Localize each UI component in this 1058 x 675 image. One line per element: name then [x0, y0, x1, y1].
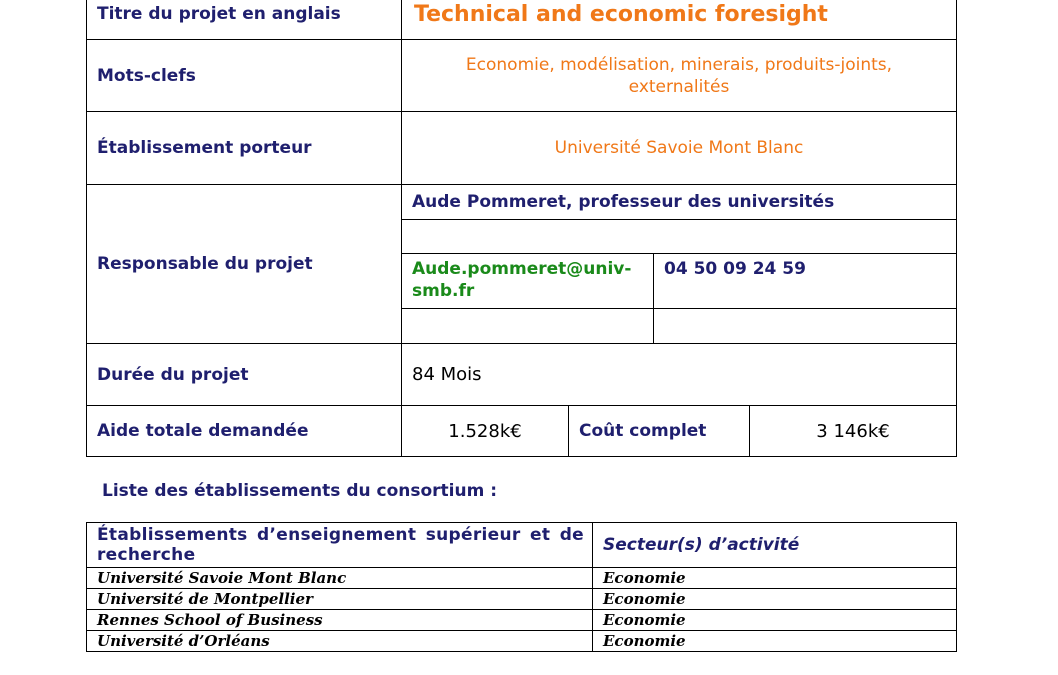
- row-sector: Economie: [593, 568, 957, 589]
- table-row: [87, 589, 957, 610]
- row-institution: Université de Montpellier: [87, 589, 593, 610]
- lead-empty-row: [402, 220, 957, 254]
- table-row: [87, 631, 957, 652]
- duration-label: Durée du projet: [87, 344, 402, 406]
- keywords-text: Economie, modélisation, minerais, produits-joints, externalités: [465, 54, 893, 97]
- consortium-title: Liste des établissements du consortium :: [102, 481, 498, 501]
- row-institution: Rennes School of Business: [87, 610, 593, 631]
- keywords-label: Mots-clefs: [87, 40, 402, 112]
- lead-empty-cell-left: [402, 309, 654, 344]
- lead-empty-cell-right: [654, 309, 957, 344]
- cost-value: 3 146k€: [750, 406, 957, 457]
- lead-label: Responsable du projet: [87, 185, 402, 344]
- row-sector: Economie: [593, 589, 957, 610]
- table-row: [87, 568, 957, 589]
- title-en-label: Titre du projet en anglais: [87, 0, 402, 40]
- aid-value: 1.528k€: [402, 406, 569, 457]
- row-institution: Université Savoie Mont Blanc: [87, 568, 593, 589]
- header-sector: Secteur(s) d’activité: [593, 523, 957, 568]
- lead-email-text: Aude.pommeret@univ-smb.fr: [412, 259, 632, 301]
- keywords-value: [402, 40, 957, 112]
- table-row: [87, 610, 957, 631]
- header-institution: Établissements d’enseignement supérieur et de recherche: [87, 523, 593, 568]
- row-sector: Economie: [593, 631, 957, 652]
- title-en-value: Technical and economic foresight: [402, 0, 957, 40]
- institution-label: Établissement porteur: [87, 112, 402, 185]
- duration-value: 84 Mois: [402, 344, 957, 406]
- project-form-table: [86, 0, 957, 457]
- lead-phone: 04 50 09 24 59: [654, 254, 957, 309]
- lead-email: [402, 254, 654, 309]
- row-institution: Université d’Orléans: [87, 631, 593, 652]
- lead-name: Aude Pommeret, professeur des universités: [402, 185, 957, 220]
- institution-value: Université Savoie Mont Blanc: [402, 112, 957, 185]
- consortium-table: [86, 522, 957, 652]
- row-sector: Economie: [593, 610, 957, 631]
- aid-label: Aide totale demandée: [87, 406, 402, 457]
- cost-label: Coût complet: [569, 406, 750, 457]
